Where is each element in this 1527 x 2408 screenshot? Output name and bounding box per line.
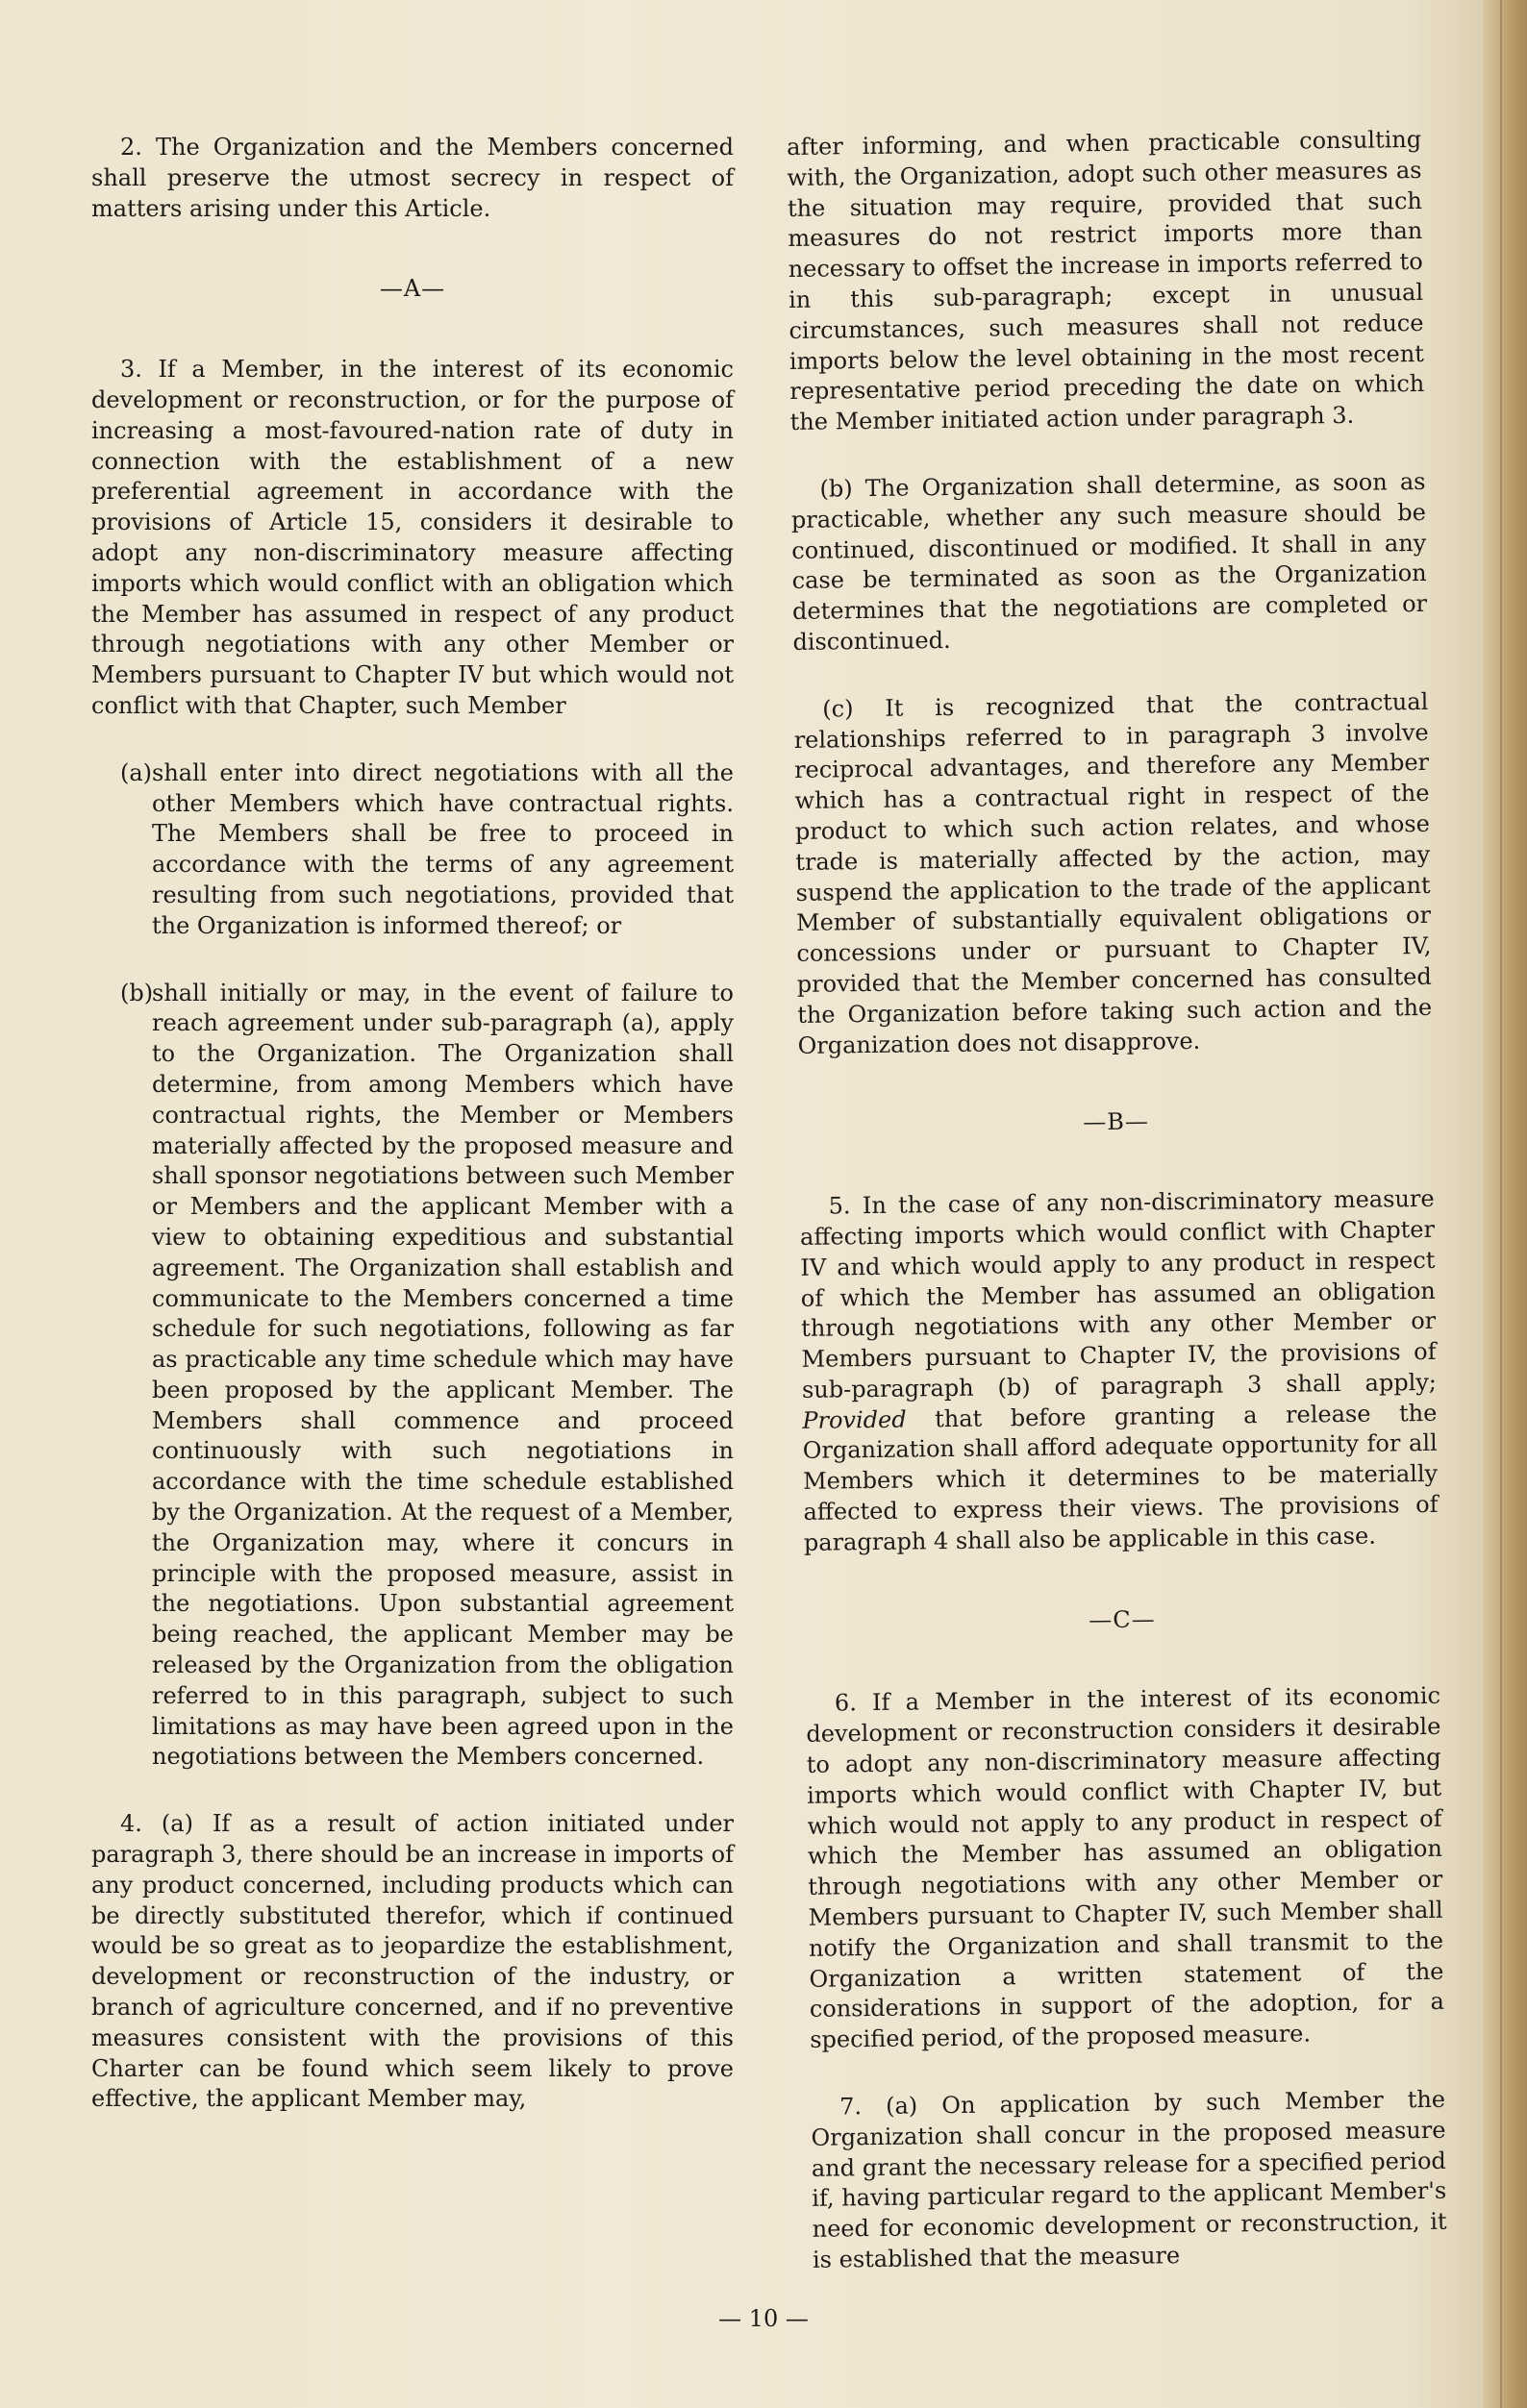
- paragraph-4b: (b) The Organization shall determine, as soon as practicable, whether any such measure should be continued, discontinued or modified. It shall in any case be terminated as soon as the Organization determines that the negotiations are completed or discontinued.: [790, 467, 1428, 656]
- item-3a-text: shall enter into direct negotiations with all the other Members which have contractual rights. The Members shall be free to proceed in accordance with the terms of any agreement resulting from such negotiations, provided that the Organization is informed thereof; or: [152, 758, 734, 939]
- binding-line: [1500, 0, 1502, 2408]
- paragraph-5: [799, 1184, 1439, 1559]
- paragraph-4a: 4. (a) If as a result of action initiated under paragraph 3, there should be an increase in imports of any product concerned, including products which can be directly substituted therefor, which if continued would be so great as to jeopardize the establishment, development or reconstruction of the industry, or branch of agriculture concerned, and if no preventive measures consistent with the provisions of this Charter can be found which seem likely to prove effective, the applicant Member may,: [91, 1810, 734, 2113]
- paragraph-6: 6. If a Member in the interest of its economic development or reconstruction considers it desirable to adopt any non-discriminatory measure affecting imports which would conflict with Chapter IV, but which would not apply to any product in respect of which the Member has assumed an obligation through negotiations with any other Member or Members pursuant to Chapter IV, such Member shall notify the Organization and shall transmit to the Organization a written statement of the considerations in support of the adoption, for a specified period, of the proposed measure.: [806, 1682, 1444, 2054]
- item-3a-label: (a): [120, 758, 153, 786]
- paragraph-7a: 7. (a) On application by such Member the Organization shall concur in the proposed measure and grant the necessary release for a specified period if, having particular regard to the applicant Member's need for economic development or reconstruction, it is established that the measure: [811, 2085, 1447, 2273]
- page-number: — 10 —: [718, 2305, 809, 2332]
- paragraph-5-start: 5. In the case of any non-discriminatory measure affecting imports which would conflict with Chapter IV and which would apply to any product in respect of which the Member has assumed an obligation through negotiations with any other Member or Members pursuant to Chapter IV, the provisions of sub-paragraph (b) of paragraph 3 shall apply;: [799, 1184, 1438, 1403]
- section-heading-b: —B—: [1083, 1107, 1150, 1136]
- right-column: [787, 125, 1447, 2276]
- paragraph-2: 2. The Organization and the Members concerned shall preserve the utmost secrecy in respect of matters arising under this Article.: [91, 134, 734, 222]
- item-3b-label: (b): [120, 979, 154, 1006]
- paragraph-4a-continued: after informing, and when practicable consulting with, the Organization, adopt such other measures as the situation may require, provided that such measures do not restrict imports more than necessary to offset the increase in imports referred to in this sub-paragraph; except in unusual circumstances, such measures shall not reduce imports below the level obtaining in the most recent representative period preceding the date on which the Member initiated action under paragraph 3.: [787, 125, 1425, 436]
- paragraph-4c: (c) It is recognized that the contractual relationships referred to in paragraph 3 involve reciprocal advantages, and therefore any Member which has a contractual right in respect of the product to which such action relates, and whose trade is materially affected by the action, may suspend the application to the trade of the applicant Member of substantially equivalent obligations or concessions under or pursuant to Chapter IV, provided that the Member concerned has consulted the Organization before taking such action and the Organization does not disapprove.: [793, 687, 1433, 1059]
- section-heading-c: —C—: [1089, 1605, 1156, 1633]
- page-edge: [1483, 0, 1527, 2408]
- item-3b-text: shall initially or may, in the event of failure to reach agreement under sub-paragraph (a), apply to the Organization. The Organization shall determine, from among Members which have contractual rights, the Member or Members materially affected by the proposed measure and shall sponsor negotiations between such Member or Members and the applicant Member with a view to obtaining expeditious and substantial agreement. The Organization shall establish and communicate to the Members concerned a time schedule for such negotiations, following as far as practicable any time schedule which may have been proposed by the applicant Member. The Members shall commence and proceed continuously with such negotiations in accordance with the time schedule established by the Organization. At the request of a Member, the Organization may, where it concurs in principle with the proposed measure, assist in the negotiations. Upon substantial agreement being reached, the applicant Member may be released by the Organization from the obligation referred to in this paragraph, subject to such limitations as may have been agreed upon in the negotiations between the Members concerned.: [152, 979, 734, 1771]
- section-heading-a: —A—: [379, 275, 446, 303]
- item-3b: [91, 979, 734, 1774]
- paragraph-3: 3. If a Member, in the interest of its economic development or reconstruction, or for the purpose of increasing a most-favoured-nation rate of duty in connection with the establishment of a new preferential agreement in accordance with the provisions of Article 15, considers it desirable to adopt any non-discriminatory measure affecting imports which would conflict with an obligation which the Member has assumed in respect of any product through negotiations with any other Member or Members pursuant to Chapter IV but which would not conflict with that Chapter, such Member: [91, 356, 734, 719]
- paragraph-5-end: that before granting a release the Organization shall afford adequate opportunity for all Members which it determines to be materially affected to express their views. The provisions of paragraph 4 shall also be applicable in this case.: [802, 1399, 1439, 1556]
- item-3a: [91, 758, 734, 942]
- left-column: [91, 133, 734, 2115]
- paragraph-5-provided: Provided: [802, 1405, 907, 1434]
